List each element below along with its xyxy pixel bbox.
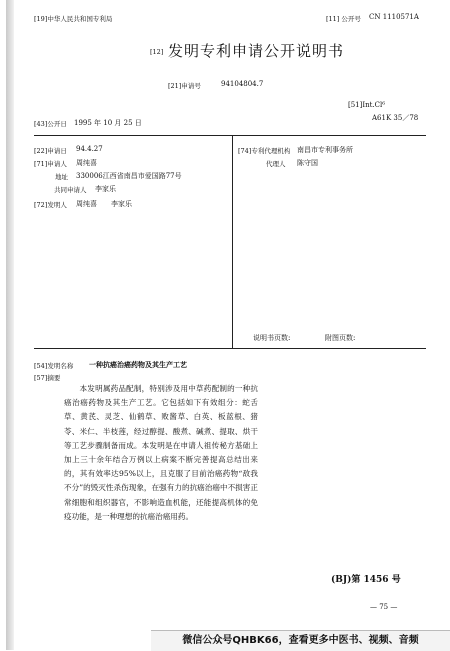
wechat-banner: 微信公众号QHBK66，查看更多中医书、视频、音频 bbox=[151, 630, 450, 651]
co-applicant-label: 共同申请人 bbox=[54, 186, 87, 194]
document-title: 发明专利申请公开说明书 bbox=[168, 42, 345, 60]
description-pages-label: 说明书页数: bbox=[253, 334, 291, 342]
agent: 陈守国 bbox=[297, 159, 318, 167]
inventor-label: [72]发明人 bbox=[34, 201, 67, 209]
scan-edge-shadow bbox=[6, 0, 14, 650]
figure-pages-label: 附图页数: bbox=[325, 334, 356, 342]
address-label: 地址 bbox=[55, 173, 68, 181]
address: 330006江西省南昌市爱国路77号 bbox=[76, 172, 182, 180]
top-divider bbox=[34, 135, 426, 136]
applicant-label: [71]申请人 bbox=[34, 160, 67, 168]
abstract-text: 本发明属药品配制，特别涉及用中草药配制的一种抗癌治癌药物及其生产工艺。它包括如下有效组分：蛇舌草、黄芪、灵芝、仙鹤草、败酱草、白英、板蓝根、猪苓、米仁、半枝莲，经过醇提、酸煮、碱煮、提取、烘干等工艺步骤制备而成。本发明是在申请人祖传秘方基础上加上三十余年结合万例以上病案不断完善提高总结出来的，其有效率达95%以上，且克服了目前治癌药物“敌我不分”的毁灭性杀伤现象，在强有力的抗癌治癌中不损害正常细胞和组织器官，不影响造血机能，还能提高机体的免疫功能，是一种理想的抗癌治癌用药。 bbox=[64, 384, 258, 521]
middle-divider bbox=[34, 348, 426, 349]
agent-label: 代理人 bbox=[266, 160, 286, 168]
invention-name: 一种抗癌治癌药物及其生产工艺 bbox=[89, 360, 187, 369]
publication-number: CN 1110571A bbox=[369, 13, 419, 21]
application-number: 94104804.7 bbox=[221, 80, 264, 88]
bj-number: (BJ)第 1456 号 bbox=[331, 575, 401, 585]
publication-date: 1995 年 10 月 25 日 bbox=[74, 119, 142, 127]
invention-name-label: [54]发明名称 bbox=[34, 362, 74, 370]
inventors: 周纯喜 李家乐 bbox=[76, 200, 132, 208]
publication-date-label: [43]公开日 bbox=[34, 120, 67, 128]
title-code: [12] bbox=[150, 48, 164, 56]
page-number: — 75 — bbox=[370, 603, 398, 611]
agency: 南昌市专利事务所 bbox=[297, 146, 353, 154]
patent-office-label: [19]中华人民共和国专利局 bbox=[34, 15, 113, 23]
applicant: 周纯喜 bbox=[76, 159, 97, 167]
filing-date-label: [22]申请日 bbox=[34, 147, 67, 155]
filing-date: 94.4.27 bbox=[76, 145, 103, 153]
co-applicant: 李家乐 bbox=[95, 185, 116, 193]
classification-label: [51]Int.Cl⁶ bbox=[348, 101, 386, 109]
application-number-label: [21]申请号 bbox=[168, 82, 201, 90]
agency-label: [74]专利代理机构 bbox=[238, 147, 291, 155]
publication-number-label: [11] 公开号 bbox=[326, 15, 361, 23]
classification-code: A61K 35／78 bbox=[372, 114, 419, 122]
column-divider bbox=[232, 135, 233, 348]
abstract-label: [57]摘要 bbox=[34, 374, 61, 382]
